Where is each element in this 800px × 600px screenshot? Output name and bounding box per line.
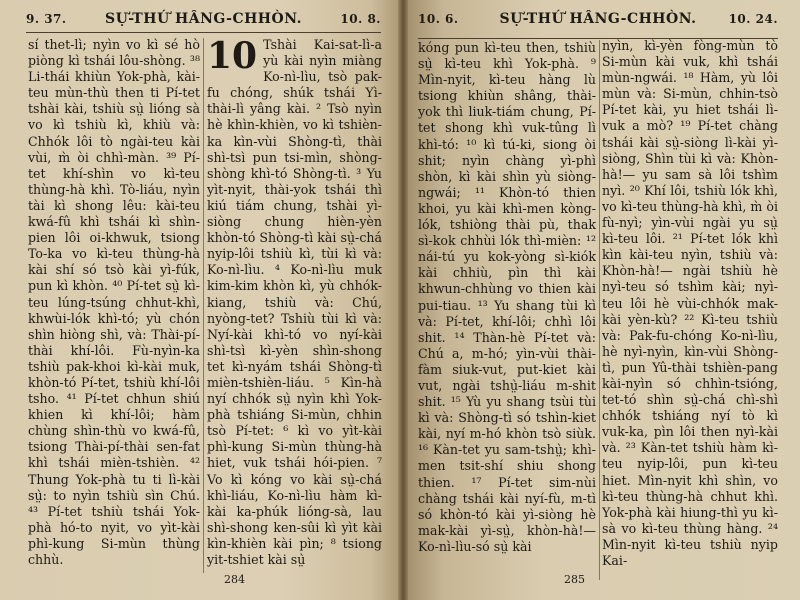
left-header-ref-right: 10. 8. [340,12,381,26]
right-header-ref-right: 10. 24. [728,12,778,26]
left-column-separator [203,38,204,573]
chapter-number: 10 [207,37,258,77]
right-page-column-1 [418,40,596,585]
left-header-rule [26,32,381,33]
right-header-title: SỰ-THỨ HÂNG-CHHÒN. [499,11,697,27]
right-page-header [418,8,778,30]
right-col1-text: kóng pun kì-teu then, tshiù sṳ̀ kì-teu khì Yok-phà. ⁹ Mìn-nyit, kì-teu hàng lù tsiong khiùn shâng, thài-yok thì liuk-tiám chung, Pí-tet shong khì vuk-tûng lì khì-tó: ¹⁰ kì tú-ki, siong òi shit; nyìn chàng yì-phì shòn, kì kài shìn yù siòng-ngwái; ¹¹ Khòn-tó thien khoi, yu kài khì-men kòng-lók, tshiòng thài pù, thak sì-kok chhùi lók thì-mièn: ¹² nái-tú yu kok-yòng sì-kiók kài chhiù, pìn thì kài khwun-chhùng vo thien kài pui-tiau. ¹³ Yu shang tùi kì và: Pí-tet, khí-lôi; chhì lôi shit. ¹⁴ Thàn-hè Pí-tet và: Chú a, m-hó; yìn-vùi thài-fàm siuk-vut, put-kiet kài vut, ngài tshṳ̀-liáu m-shit shit. ¹⁵ Yù yu shang tsùi tùi kì và: Shòng-tì só tshìn-kiet kài, nyí m-hó khòn tsò siùk. ¹⁶ Kàn-tet yu sam-tshṳ̀; khì-men tsit-shí shiu shong thien. ¹⁷ Pí-tet sim-nùi chàng tshái kài nyí-fù, m-tì só khòn-tó kài yì-siòng hè mak-kài yì-sṳ̀, khòn-hà!— Ko-nì-lìu-só sṳ̀ kài [418,40,596,554]
book-gutter [398,0,408,600]
right-page-column-2 [602,38,778,583]
right-col2-text: nyìn, kì-yèn fòng-mùn tò Si-mùn kài vuk, khì tshái mùn-ngwái. ¹⁸ Hàm, yù lôi mùn và: Si-mùn, chhin-tsò Pí-tet kài, yu hiet tshái lì-vuk a mò? ¹⁹ Pí-tet chàng tshái kài sṳ̀-siòng lì-kài yì-siòng, Shìn tùi kì và: Khòn-hà!— yu sam sà lôi tshìm nyì. ²⁰ Khí lôi, tshiù lók khì, vo kì-teu thùng-hà khì, m̀ òi fù-nyì; yìn-vùi ngài yu sṳ̀ kì-teu lôi. ²¹ Pí-tet lók khì kìn kài-teu nyìn, tshiù và: Khòn-hà!— ngài tshiù hè nyì-teu só tshìm kài; nyì-teu lôi hè vùi-chhók mak-kài yèn-kù? ²² Kì-teu tshiù và: Pak-fu-chóng Ko-nì-lìu, hè nyì-nyìn, kìn-vùi Shòng-tì, pun Yû-thài tshièn-pang kài-nyìn só chhìn-tsióng, tet-tó shìn sṳ̀-chá chì-shì chhók tshiáng nyí tò kì vuk-ka, pìn lôi then nyì-kài và. ²³ Kàn-tet tshiù hàm kì-teu nyip-lôi, pun kì-teu hiet. Mìn-nyit khì shìn, vo kì-teu thùng-hà chhut khì. Yok-phà kài hiung-thì yu kì-sà vo kì-teu thùng hàng. ²⁴ Mìn-nyit kì-teu tshiù nyip Kai- [602,38,778,568]
left-page-header [26,8,381,30]
left-page-column-1 [28,37,200,572]
left-header-ref: 9. 37. [26,12,67,26]
left-col1-text: sí thet-lì; nyìn vo kì sé hò piòng kì tshái lôu-shòng. ³⁸ Li-thái khiùn Yok-phà, kài-teu mùn-thù then ti Pí-tet tshài kài, tshiù sṳ̀ lióng sà vo kì tshiù kì, khiù và: Chhók lôi tò ngài-teu kài vùi, m̀ òi chhì-màn. ³⁹ Pí-tet khí-shìn vo kì-teu thùng-hà khì. Tò-liáu, nyìn tài kì shong lêu: kài-teu kwá-fû khì tshái kì shìn-pien lôi oi-khwuk, tsiong To-ka vo kì-teu thùng-hà kài shí só tsò kài yì-fúk, pun kì khòn. ⁴⁰ Pí-tet sṳ̀ kì-teu lúng-tsúng chhut-khì, khwùi-lók khì-tó; yù chón shìn hiòng shì, và: Thài-pí-thài khí-lôi. Fù-nyìn-ka tshiù pak-khoi kì-kài muk, khòn-tó Pí-tet, tshiù khí-lôi tsho. ⁴¹ Pí-tet chhun shiú khien kì khí-lôi; hàm chùng shìn-thù vo kwá-fû, tsiong Thài-pí-thài sen-fat khì tshái mièn-tshièn. ⁴² Thung Yok-phà tu ti lì-kài sṳ̀: to nyìn tshiù sìn Chú. ⁴³ Pí-tet tshiù tshái Yok-phà hó-to nyit, vo yìt-kài phì-kung Si-mùn thùng chhù. [28,37,200,567]
right-page-number: 285 [564,573,585,586]
right-header-ref: 10. 6. [418,12,459,26]
right-column-separator [599,40,600,580]
left-header-title: SỰ-THỨ HÂNG-CHHÒN. [104,11,303,27]
left-page-column-2 [207,37,382,577]
left-col2-text: Tshài Kai-sat-lì-a yù kài nyìn miàng Ko-nì-lìu, tsò pak-fu chóng, shúk tshái Yì-thài-lì yâng kài. ² Tsò nyìn hè khìn-khièn, vo kì tshièn-ka kìn-vùi Shòng-tì, thài shì-tsì pun tsi-mìn, shòng-shòng khì-tó Shòng-tì. ³ Yu yìt-nyit, thài-yok tshái thì kiú tiám chung, tshài yì-siòng chung hièn-yèn khòn-tó Shòng-tì kài sṳ̀-chá nyip-lôi tshiù kì, tùi kì và: Ko-nì-lìu. ⁴ Ko-nì-lìu muk kim-kim khòn kì, yù chhók-kiang, tshiù và: Chú, nyòng-tet? Tshiù tùi kì và: Nyí-kài khì-tó vo nyí-kài shì-tsì kì-yèn shìn-shong tet kì-nyám tshái Shòng-tì mièn-tshièn-liáu. ⁵ Kìn-hà nyí chhók sṳ̀ nyìn khì Yok-phà tshiáng Si-mùn, chhin tsò Pí-tet: ⁶ kì vo yìt-kài phì-kung Si-mùn thùng-hà hiet, vuk tshái hói-pien. ⁷ Vo kì kóng vo kài sṳ̀-chá khì-liáu, Ko-nì-lìu hàm kì-kài ka-phúk lióng-sà, lau shì-shong ken-sûi kì yìt kài kìn-khièn kài pìn; ⁸ tsiong yit-tshiet kài sṳ̀ [207,37,382,567]
right-page [404,0,800,600]
left-page-number: 284 [224,573,245,586]
